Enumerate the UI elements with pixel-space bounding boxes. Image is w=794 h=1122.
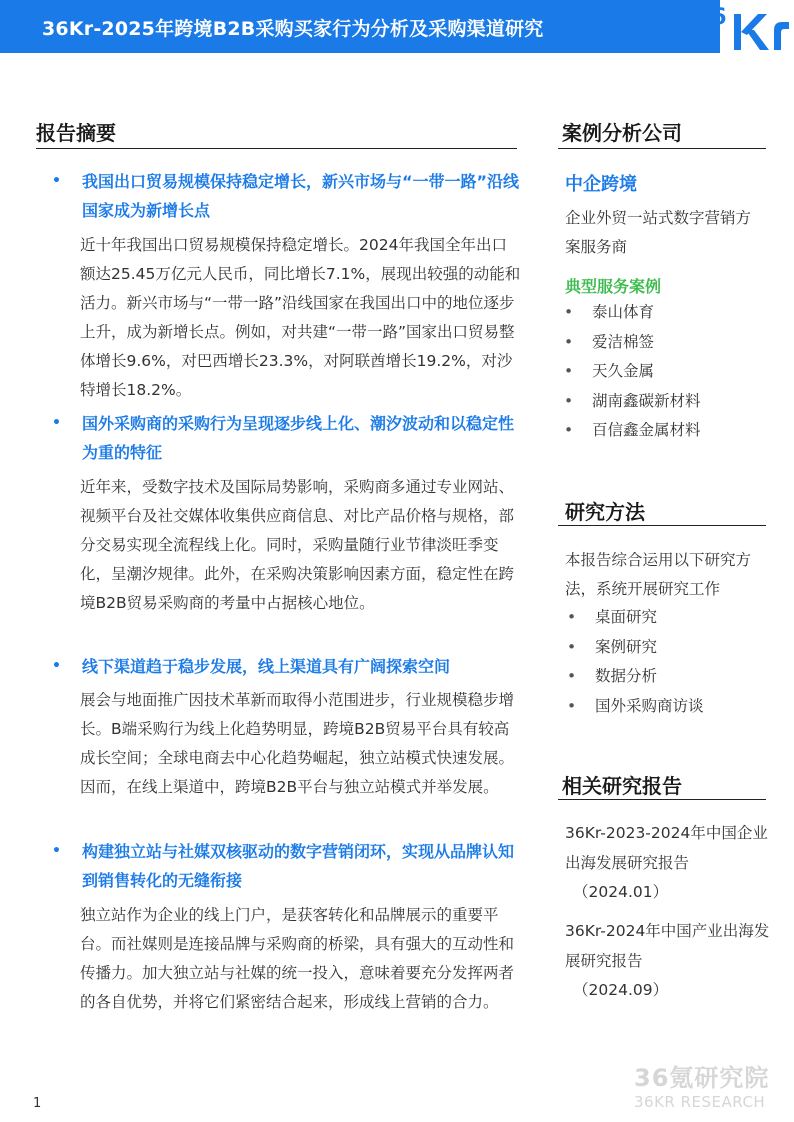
- related-report-1: [565, 819, 770, 908]
- header-bar: [0, 0, 720, 53]
- summary-heading-1: 我国出口贸易规模保持稳定增长，新兴市场与“一带一路”沿线国家成为新增长点: [82, 172, 520, 220]
- summary-heading-4: 构建独立站与社媒双核驱动的数字营销闭环，实现从品牌认知到销售转化的无缝衔接: [82, 842, 515, 890]
- bullet-dot: •: [52, 415, 61, 431]
- case-study-divider: [558, 148, 766, 149]
- report-name: 36Kr-2023-2024年中国企业出海发展研究报告: [565, 824, 768, 872]
- watermark-cn: 36氪研究院: [634, 1064, 770, 1092]
- 36kr-logo: [694, 0, 794, 53]
- case-study-title: 案例分析公司: [562, 121, 682, 145]
- page-number: 1: [33, 1096, 42, 1111]
- report-title: 36Kr-2025年跨境B2B采购买家行为分析及采购渠道研究: [42, 18, 544, 40]
- summary-body-1: 近十年我国出口贸易规模保持稳定增长。2024年我国全年出口额达25.45万亿元人民币，同比增长7.1%，展现出较强的动能和活力。新兴市场与“一带一路”沿线国家在我国出口中的地位逐步上升，成为新增长点。例如，对共建“一带一路”国家出口贸易整体增长9.6%，对巴西增长23.3%，对阿联酋增长19.2%，对沙特增长18.2%。: [80, 236, 521, 399]
- watermark-en: 36KR RESEARCH: [634, 1093, 766, 1111]
- summary-divider: [36, 148, 517, 149]
- summary-heading-2: 国外采购商的采购行为呈现逐步线上化、潮汐波动和以稳定性为重的特征: [82, 414, 515, 462]
- bullet-dot: •: [52, 843, 61, 859]
- bullet-dot: •: [52, 658, 61, 674]
- related-report-2: [565, 917, 770, 1006]
- company-description: 企业外贸一站式数字营销方案服务商: [565, 209, 752, 256]
- summary-heading-3: 线下渠道趋于稳步发展，线上渠道具有广阔探索空间: [82, 657, 451, 676]
- method-divider: [558, 525, 766, 526]
- list-item: • 泰山体育: [564, 303, 655, 321]
- summary-body-4: 独立站作为企业的线上门户，是获客转化和品牌展示的重要平台。而社媒则是连接品牌与采购商的桥梁，具有强大的互动性和传播力。加大独立站与社媒的统一投入，意味着要充分发挥两者的各自优势，并将它们紧密结合起来，形成线上营销的合力。: [80, 906, 515, 1011]
- list-item: • 数据分析: [567, 667, 658, 685]
- method-list: [565, 603, 704, 721]
- list-item: • 案例研究: [567, 637, 658, 656]
- summary-body-2: 近年来，受数字技术及国际局势影响，采购商多通过专业网站、视频平台及社交媒体收集供应商信息、对比产品价格与规格，部分交易实现全流程线上化。同时，采购量随行业节律淡旺季变化，呈潮汐规律。此外，在采购决策影响因素方面，稳定性在跨境B2B贸易采购商的考量中占据核心地位。: [80, 478, 515, 612]
- summary-body-3: 展会与地面推广因技术革新而取得小范围进步，行业规模稳步增长。B端采购行为线上化趋势明显，跨境B2B贸易平台具有较高成长空间；全球电商去中心化趋势崛起，独立站模式快速发展。因而，在线上渠道中，跨境B2B平台与独立站模式并举发展。: [80, 691, 515, 796]
- list-item: • 爱洁棉签: [564, 332, 655, 351]
- report-name: 36Kr-2024年中国产业出海发展研究报告: [565, 922, 770, 970]
- case-list: [562, 298, 701, 446]
- list-item: • 天久金属: [564, 362, 655, 380]
- bullet-dot: •: [52, 173, 61, 189]
- related-divider: [558, 799, 766, 800]
- research-watermark: [634, 1058, 769, 1111]
- cases-label: 典型服务案例: [565, 277, 662, 296]
- method-title: 研究方法: [565, 500, 645, 524]
- related-reports-title: 相关研究报告: [562, 774, 682, 798]
- method-intro: 本报告综合运用以下研究方法，系统开展研究工作: [565, 551, 752, 598]
- svg-text:36: 36: [696, 5, 727, 30]
- list-item: • 桌面研究: [567, 608, 658, 626]
- list-item: • 湖南鑫碳新材料: [564, 391, 701, 410]
- summary-title: 报告摘要: [36, 121, 116, 145]
- list-item: • 国外采购商访谈: [567, 696, 704, 715]
- report-date: （2024.09）: [573, 981, 669, 999]
- report-date: （2024.01）: [573, 883, 669, 901]
- list-item: • 百信鑫金属材料: [564, 421, 701, 439]
- company-name: 中企跨境: [565, 174, 637, 195]
